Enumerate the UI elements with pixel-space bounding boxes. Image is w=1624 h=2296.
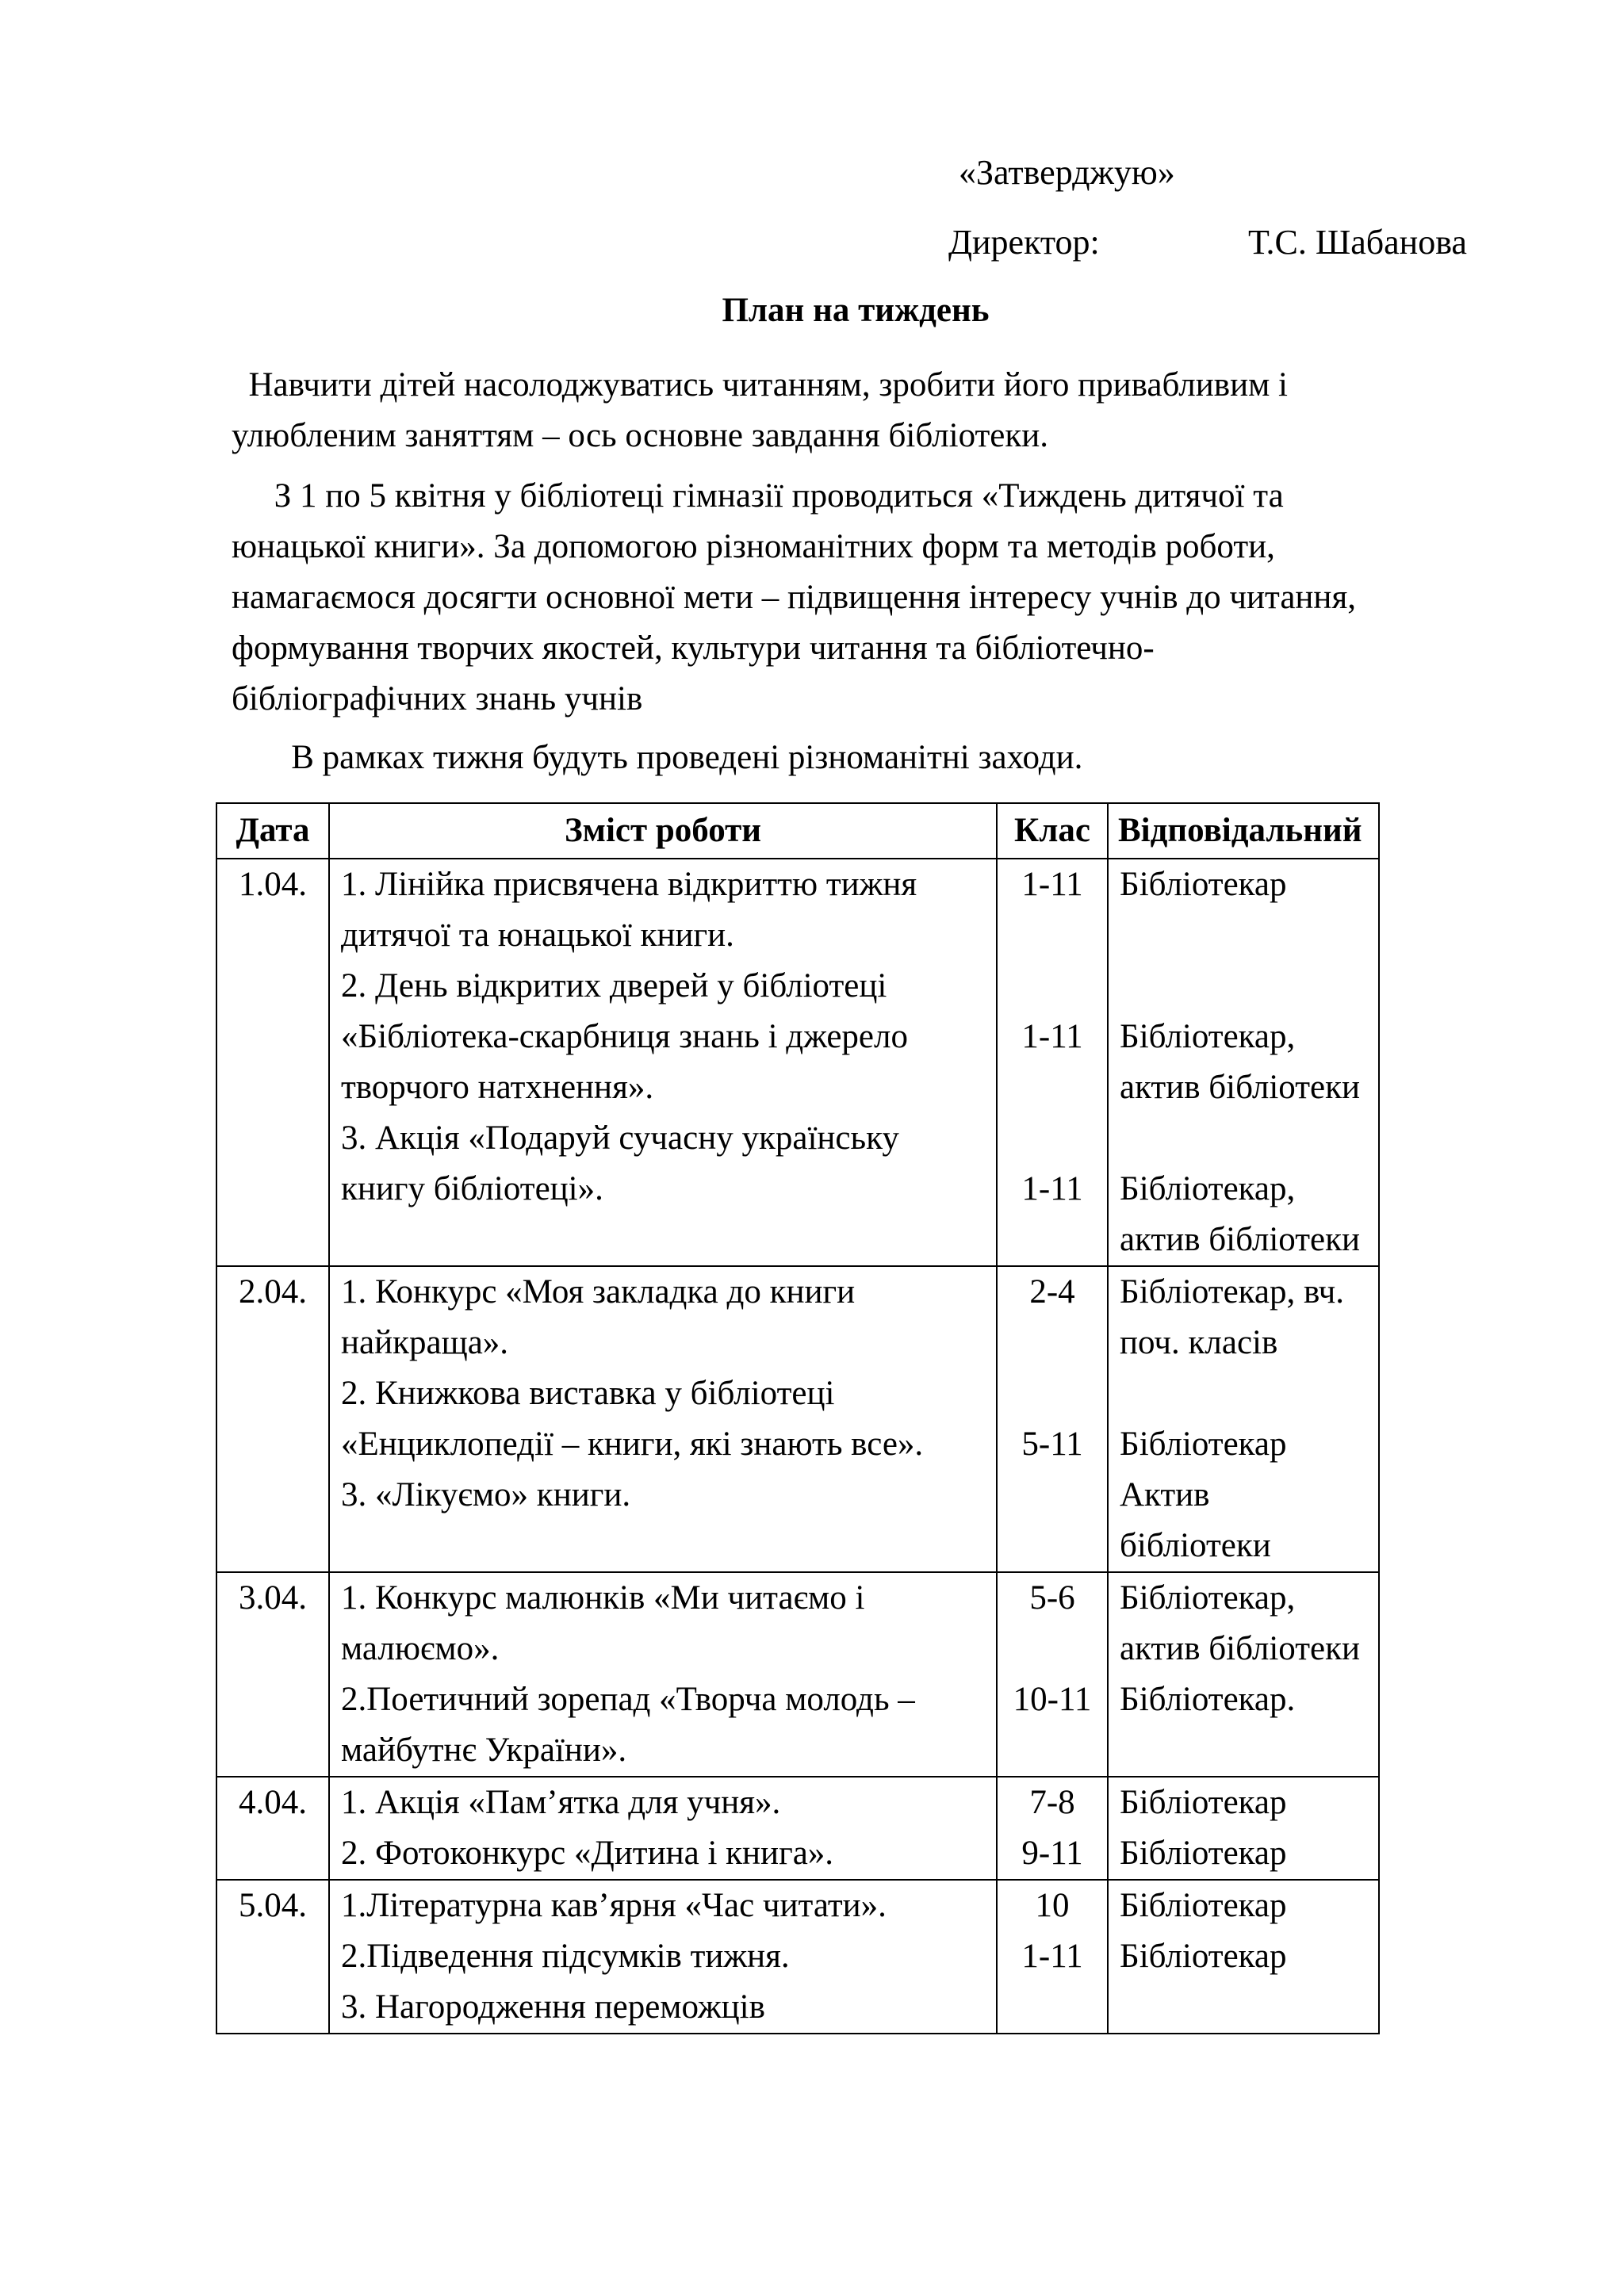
- date-text: 4.04.: [239, 1784, 307, 1821]
- class-line: [1009, 1113, 1096, 1164]
- work-line: найкраща».: [341, 1324, 509, 1361]
- table-row: [216, 1572, 1379, 1777]
- work-line: 3. «Лікуємо» книги.: [341, 1476, 631, 1513]
- approval-stamp: «Затверджую»: [959, 153, 1175, 192]
- class-line: 5-11: [1021, 1425, 1083, 1463]
- cell-date: [216, 1266, 329, 1572]
- director-label: Директор:: [948, 223, 1100, 262]
- paragraph-line: улюбленим заняттям – ось основне завдання бібліотеки.: [232, 417, 1049, 454]
- cell-responsible: [1108, 1880, 1379, 2034]
- paragraph-line: юнацької книги». За допомогою різноманітних форм та методів роботи,: [232, 528, 1275, 565]
- work-line: 2. День відкритих дверей у бібліотеці: [341, 967, 887, 1004]
- cell-class: [997, 859, 1108, 1266]
- class-line: [1009, 1062, 1096, 1113]
- cell-class: [997, 1266, 1108, 1572]
- responsible-line: актив бібліотеки: [1120, 1069, 1361, 1106]
- class-line: 1-11: [1021, 1018, 1083, 1055]
- class-line: [1009, 961, 1096, 1012]
- class-line: [1009, 1624, 1096, 1674]
- responsible-line: Бібліотекар,: [1120, 1579, 1296, 1617]
- responsible-line: Бібліотекар: [1120, 1938, 1287, 1975]
- work-line: книгу бібліотеці».: [341, 1170, 603, 1207]
- work-line: дитячої та юнацької книги.: [341, 916, 734, 954]
- responsible-line: [1120, 1113, 1367, 1164]
- header-work: Зміст роботи: [329, 803, 997, 859]
- table-header-row: [216, 803, 1379, 859]
- responsible-line: Бібліотекар: [1120, 866, 1287, 903]
- responsible-line: Бібліотекар,: [1120, 1170, 1296, 1207]
- responsible-line: Бібліотекар: [1120, 1835, 1287, 1872]
- cell-responsible: [1108, 1266, 1379, 1572]
- date-text: 1.04.: [239, 866, 307, 903]
- work-line: 2.Поетичний зорепад «Творча молодь –: [341, 1681, 915, 1718]
- class-line: 10-11: [1013, 1681, 1092, 1718]
- responsible-line: [1120, 961, 1367, 1012]
- class-line: 10: [1035, 1887, 1070, 1924]
- paragraph-line: формування творчих якостей, культури читання та бібліотечно-: [232, 629, 1155, 667]
- work-line: малюємо».: [341, 1630, 500, 1667]
- paragraph-line: В рамках тижня будуть проведені різноманітні заходи.: [232, 739, 1083, 776]
- page-title: План на тиждень: [722, 292, 990, 329]
- director-name: Т.С. Шабанова: [1248, 223, 1467, 262]
- work-line: 1.Літературна кав’ярня «Час читати».: [341, 1887, 887, 1924]
- table-row: [216, 859, 1379, 1266]
- cell-responsible: [1108, 1572, 1379, 1777]
- table-row: [216, 1880, 1379, 2034]
- responsible-line: Бібліотекар, вч.: [1120, 1273, 1345, 1311]
- class-line: [1009, 1318, 1096, 1368]
- cell-work: [329, 1266, 997, 1572]
- paragraph-line: бібліографічних знань учнів: [232, 680, 643, 718]
- cell-responsible: [1108, 859, 1379, 1266]
- table-row: [216, 1777, 1379, 1880]
- class-line: 9-11: [1021, 1835, 1083, 1872]
- date-text: 3.04.: [239, 1579, 307, 1617]
- work-line: 1. Акція «Пам’ятка для учня».: [341, 1784, 781, 1821]
- work-line: творчого натхнення».: [341, 1069, 654, 1106]
- cell-date: [216, 859, 329, 1266]
- cell-date: [216, 1880, 329, 2034]
- work-line: 1. Конкурс «Моя закладка до книги: [341, 1273, 856, 1311]
- date-text: 2.04.: [239, 1273, 307, 1311]
- responsible-line: Бібліотекар.: [1120, 1681, 1296, 1718]
- class-line: [1009, 1368, 1096, 1419]
- week-paragraph: [232, 471, 1356, 725]
- header-date: Дата: [216, 803, 329, 859]
- cell-work: [329, 859, 997, 1266]
- work-line: 3. Акція «Подаруй сучасну українську: [341, 1119, 899, 1157]
- header-class: Клас: [997, 803, 1108, 859]
- responsible-line: [1120, 910, 1367, 961]
- responsible-line: поч. класів: [1120, 1324, 1278, 1361]
- cell-work: [329, 1572, 997, 1777]
- date-text: 5.04.: [239, 1887, 307, 1924]
- work-line: 1. Лінійка присвячена відкриттю тижня: [341, 866, 917, 903]
- responsible-line: актив бібліотеки: [1120, 1221, 1361, 1258]
- work-line: майбутнє України».: [341, 1732, 627, 1769]
- cell-work: [329, 1880, 997, 2034]
- responsible-line: Бібліотекар,: [1120, 1018, 1296, 1055]
- class-line: 2-4: [1029, 1273, 1075, 1311]
- responsible-line: Бібліотекар: [1120, 1887, 1287, 1924]
- work-line: 2. Книжкова виставка у бібліотеці: [341, 1375, 835, 1412]
- cell-responsible: [1108, 1777, 1379, 1880]
- cell-class: [997, 1880, 1108, 2034]
- responsible-line: актив бібліотеки: [1120, 1630, 1361, 1667]
- responsible-line: Бібліотекар: [1120, 1784, 1287, 1821]
- work-line: 2. Фотоконкурс «Дитина і книга».: [341, 1835, 834, 1872]
- header-responsible: Відповідальний: [1108, 803, 1379, 859]
- cell-work: [329, 1777, 997, 1880]
- work-line: 3. Нагородження переможців: [341, 1988, 765, 2026]
- plan-table-body: [216, 859, 1379, 2034]
- class-line: 7-8: [1029, 1784, 1075, 1821]
- class-line: 5-6: [1029, 1579, 1075, 1617]
- paragraph-line: З 1 по 5 квітня у бібліотеці гімназії проводиться «Тиждень дитячої та: [232, 477, 1284, 515]
- work-line: 1. Конкурс малюнків «Ми читаємо і: [341, 1579, 865, 1617]
- plan-table: [216, 802, 1380, 2034]
- paragraph-line: Навчити дітей насолоджуватись читанням, зробити його привабливим і: [232, 366, 1288, 404]
- class-line: 1-11: [1021, 1170, 1083, 1207]
- responsible-line: бібліотеки: [1120, 1527, 1271, 1564]
- work-line: «Бібліотека-скарбниця знань і джерело: [341, 1018, 908, 1055]
- responsible-line: Актив: [1120, 1476, 1210, 1513]
- cell-class: [997, 1572, 1108, 1777]
- responsible-line: Бібліотекар: [1120, 1425, 1287, 1463]
- work-line: 2.Підведення підсумків тижня.: [341, 1938, 790, 1975]
- cell-date: [216, 1572, 329, 1777]
- cell-class: [997, 1777, 1108, 1880]
- responsible-line: [1120, 1368, 1367, 1419]
- class-line: [1009, 910, 1096, 961]
- paragraph-line: намагаємося досягти основної мети – підвищення інтересу учнів до читання,: [232, 579, 1356, 616]
- class-line: 1-11: [1021, 1938, 1083, 1975]
- intro-paragraph: [232, 360, 1288, 461]
- work-line: «Енциклопедії – книги, які знають все».: [341, 1425, 924, 1463]
- table-row: [216, 1266, 1379, 1572]
- cell-date: [216, 1777, 329, 1880]
- class-line: 1-11: [1021, 866, 1083, 903]
- events-intro: [232, 733, 1082, 783]
